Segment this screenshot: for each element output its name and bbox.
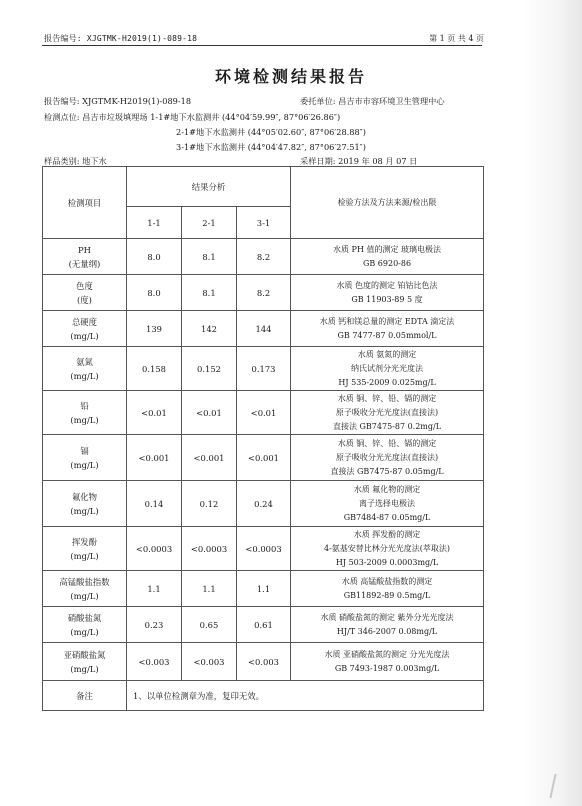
- value-site-3: <0.01: [237, 391, 291, 435]
- item-name: 硝酸盐氮: [67, 612, 102, 623]
- item-cell: [43, 435, 127, 481]
- method-line: GB 6920-86: [362, 258, 412, 268]
- method-line: 直接法 GB7475-87 0.05mg/L: [330, 466, 444, 476]
- method-line: HJ/T 346-2007 0.08mg/L: [336, 626, 438, 636]
- item-unit: (mg/L): [70, 459, 99, 470]
- method-line: GB 11903-89 5 度: [351, 294, 423, 304]
- value-site-3: 8.2: [237, 275, 291, 311]
- method-line: 水质 挥发酚的测定: [353, 529, 421, 539]
- method-line: GB11892-89 0.5mg/L: [343, 590, 431, 600]
- table-row: [43, 239, 484, 275]
- item-name: 色度: [76, 280, 93, 291]
- value-site-1: 139: [127, 311, 182, 347]
- method-cell: [291, 481, 484, 527]
- item-cell: [43, 527, 127, 571]
- method-cell: [291, 527, 484, 571]
- method-line: 水质 氟化物的测定: [353, 484, 421, 494]
- value-site-3: 1.1: [237, 571, 291, 607]
- method-line: 水质 铜、锌、铅、镉的测定: [337, 393, 437, 403]
- item-cell: [43, 481, 127, 527]
- header-site-2: 2-1: [182, 207, 237, 239]
- value-site-3: 0.61: [237, 607, 291, 643]
- item-unit: (度): [77, 294, 92, 305]
- method-line: GB 7493-1987 0.003mg/L: [334, 663, 440, 673]
- value-site-1: 0.23: [127, 607, 182, 643]
- value-site-2: 0.12: [182, 481, 237, 527]
- item-unit: (mg/L): [70, 590, 99, 601]
- item-name: 总硬度: [71, 316, 98, 327]
- header-rule: [42, 45, 482, 46]
- value-site-1: <0.01: [127, 391, 182, 435]
- page-indicator: 第 1 页 共 4 页: [429, 34, 484, 43]
- method-line: 水质 铜、锌、铅、镉的测定: [337, 438, 437, 448]
- item-unit: (mg/L): [70, 370, 99, 381]
- results-table: [42, 166, 484, 711]
- table-header-row: [43, 167, 484, 207]
- method-cell: [291, 435, 484, 481]
- value-site-1: <0.003: [127, 643, 182, 681]
- method-line: GB7484-87 0.05mg/L: [343, 512, 431, 522]
- value-site-1: <0.001: [127, 435, 182, 481]
- item-unit: (mg/L): [70, 505, 99, 516]
- method-line: 水质 高锰酸盐指数的测定: [341, 576, 433, 586]
- header-site-3: 3-1: [237, 207, 291, 239]
- value-site-3: 0.173: [237, 347, 291, 391]
- table-row: [43, 275, 484, 311]
- method-line: 水质 钙和镁总量的测定 EDTA 滴定法: [319, 316, 455, 326]
- site-line-3: 3-1#地下水监测井 (44°04′47.82″, 87°06′27.51″): [176, 142, 366, 152]
- value-site-3: <0.0003: [237, 527, 291, 571]
- method-line: 4-氨基安替比林分光光度法(萃取法): [323, 543, 451, 553]
- value-site-2: 8.1: [182, 275, 237, 311]
- method-line: HJ 503-2009 0.0003mg/L: [335, 557, 439, 567]
- report-title: 环境检测结果报告: [214, 67, 367, 86]
- value-site-3: <0.001: [237, 435, 291, 481]
- item-unit: (无量纲): [68, 258, 101, 269]
- value-site-2: 0.152: [182, 347, 237, 391]
- header-result: 结果分析: [127, 167, 291, 207]
- item-unit: (mg/L): [70, 414, 99, 425]
- method-cell: [291, 239, 484, 275]
- item-unit: (mg/L): [70, 550, 99, 561]
- item-name: 高锰酸盐指数: [59, 576, 110, 587]
- table-row: [43, 607, 484, 643]
- item-cell: [43, 571, 127, 607]
- value-site-2: 8.1: [182, 239, 237, 275]
- method-line: 水质 氨氮的测定: [357, 349, 417, 359]
- sample-date: 采样日期: 2019 年 08 月 07 日: [300, 156, 418, 166]
- item-unit: (mg/L): [70, 663, 99, 674]
- item-cell: [43, 643, 127, 681]
- method-cell: [291, 391, 484, 435]
- value-site-2: <0.0003: [182, 527, 237, 571]
- site-line-2: 2-1#地下水监测井 (44°05′02.60″, 87°06′28.88″): [176, 127, 366, 137]
- value-site-2: <0.01: [182, 391, 237, 435]
- item-cell: [43, 607, 127, 643]
- method-cell: [291, 571, 484, 607]
- item-cell: [43, 239, 127, 275]
- method-line: GB 7477-87 0.05mmol/L: [337, 330, 437, 340]
- method-line: HJ 535-2009 0.025mg/L: [338, 377, 436, 387]
- method-cell: [291, 275, 484, 311]
- page-edge-mark: [549, 774, 578, 798]
- report-number: 报告编号: XJGTMK-H2019(1)-089-18: [44, 96, 192, 106]
- table-row: [43, 311, 484, 347]
- value-site-2: 1.1: [182, 571, 237, 607]
- table-row: [43, 391, 484, 435]
- item-name: PH: [78, 244, 91, 255]
- item-cell: [43, 275, 127, 311]
- header-report-number: 报告编号: XJGTMK-H2019(1)-089-18: [44, 34, 198, 43]
- method-line: 水质 色度的测定 铂钴比色法: [336, 280, 438, 290]
- method-line: 水质 PH 值的测定 玻璃电极法: [333, 244, 442, 254]
- site-line-1: 检测点位: 昌吉市垃圾填埋场 1-1#地下水监测井 (44°04′59.99″, 87°06′26.86″): [44, 112, 341, 122]
- value-site-3: 8.2: [237, 239, 291, 275]
- running-header: [44, 33, 484, 44]
- method-line: 原子吸收分光光度法(直接法): [335, 407, 439, 417]
- item-name: 镉: [80, 445, 89, 456]
- note-text: 1、以单位检测章为准，复印无效。: [127, 681, 484, 711]
- method-line: 离子选择电极法: [359, 498, 416, 508]
- value-site-1: 1.1: [127, 571, 182, 607]
- table-row: [43, 571, 484, 607]
- sample-type: 样品类别: 地下水: [44, 156, 107, 166]
- value-site-2: 0.65: [182, 607, 237, 643]
- item-cell: [43, 311, 127, 347]
- method-line: 原子吸收分光光度法(直接法): [335, 452, 439, 462]
- value-site-1: 0.14: [127, 481, 182, 527]
- table-row: [43, 435, 484, 481]
- value-site-2: <0.003: [182, 643, 237, 681]
- value-site-1: 0.158: [127, 347, 182, 391]
- method-cell: [291, 643, 484, 681]
- header-method: 检验方法及方法来源/检出限: [291, 167, 484, 239]
- table-row: [43, 527, 484, 571]
- item-cell: [43, 347, 127, 391]
- table-row: [43, 481, 484, 527]
- note-label: 备注: [43, 681, 127, 711]
- header-site-1: 1-1: [127, 207, 182, 239]
- method-cell: [291, 607, 484, 643]
- item-name: 氨氮: [76, 356, 93, 367]
- value-site-1: 8.0: [127, 239, 182, 275]
- item-name: 铅: [80, 400, 89, 411]
- value-site-1: 8.0: [127, 275, 182, 311]
- method-line: 直接法 GB7475-87 0.2mg/L: [332, 421, 442, 431]
- method-cell: [291, 347, 484, 391]
- item-cell: [43, 391, 127, 435]
- value-site-2: <0.001: [182, 435, 237, 481]
- item-unit: (mg/L): [70, 330, 99, 341]
- method-line: 纳氏试剂分光光度法: [351, 363, 424, 373]
- method-line: 水质 硝酸盐氮的测定 紫外分光光度法: [320, 612, 454, 622]
- header-item: 检测项目: [43, 167, 127, 239]
- value-site-1: <0.0003: [127, 527, 182, 571]
- note-row: [43, 681, 484, 711]
- item-name: 挥发酚: [71, 536, 98, 547]
- table-row: [43, 347, 484, 391]
- method-line: 水质 亚硝酸盐氮的测定 分光光度法: [324, 649, 450, 659]
- item-unit: (mg/L): [70, 626, 99, 637]
- method-cell: [291, 311, 484, 347]
- value-site-3: <0.003: [237, 643, 291, 681]
- value-site-2: 142: [182, 311, 237, 347]
- item-name: 亚硝酸盐氮: [63, 649, 106, 660]
- value-site-3: 0.24: [237, 481, 291, 527]
- item-name: 氟化物: [71, 491, 98, 502]
- value-site-3: 144: [237, 311, 291, 347]
- table-row: [43, 643, 484, 681]
- client: 委托单位: 昌吉市市容环境卫生管理中心: [300, 96, 445, 106]
